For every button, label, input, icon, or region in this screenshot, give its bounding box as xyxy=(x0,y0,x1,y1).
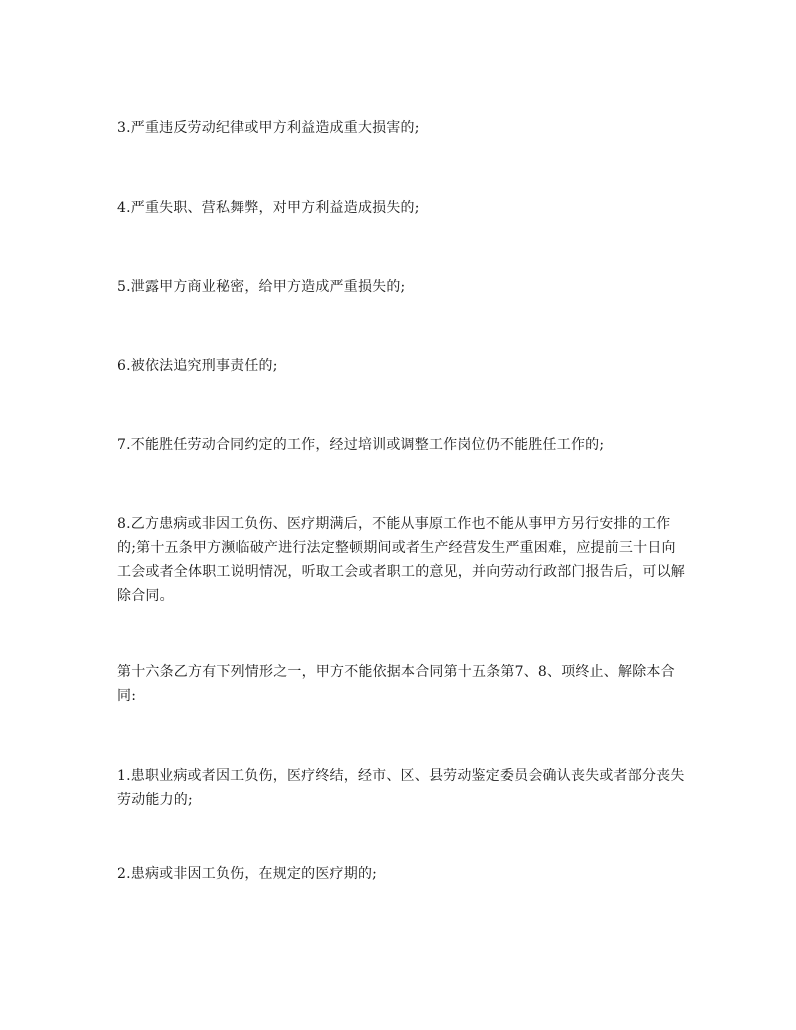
clause-item-8: 8.乙方患病或非因工负伤、医疗期满后，不能从事原工作也不能从事甲方另行安排的工作的;第十五条甲方濒临破产进行法定整顿期间或者生产经营发生严重困难，应提前三十日向工会或者全体职工说明情况，听取工会或者职工的意见，并向劳动行政部门报告后，可以解除合同。 xyxy=(117,516,685,604)
article-16-item-1: 1.患职业病或者因工负伤，医疗终结，经市、区、县劳动鉴定委员会确认丧失或者部分丧失劳动能力的; xyxy=(117,768,685,808)
clause-item-7: 7.不能胜任劳动合同约定的工作，经过培训或调整工作岗位仍不能胜任工作的; xyxy=(117,437,605,453)
clause-item-6: 6.被依法追究刑事责任的; xyxy=(117,358,278,374)
clause-item-3: 3.严重违反劳动纪律或甲方利益造成重大损害的; xyxy=(117,120,420,136)
clause-item-5: 5.泄露甲方商业秘密，给甲方造成严重损失的; xyxy=(117,279,406,295)
article-16-heading: 第十六条乙方有下列情形之一，甲方不能依据本合同第十五条第7、8、项终止、解除本合同: xyxy=(117,664,675,704)
article-16-item-2: 2.患病或非因工负伤，在规定的医疗期的; xyxy=(117,866,378,882)
clause-item-4: 4.严重失职、营私舞弊，对甲方利益造成损失的; xyxy=(117,200,420,216)
